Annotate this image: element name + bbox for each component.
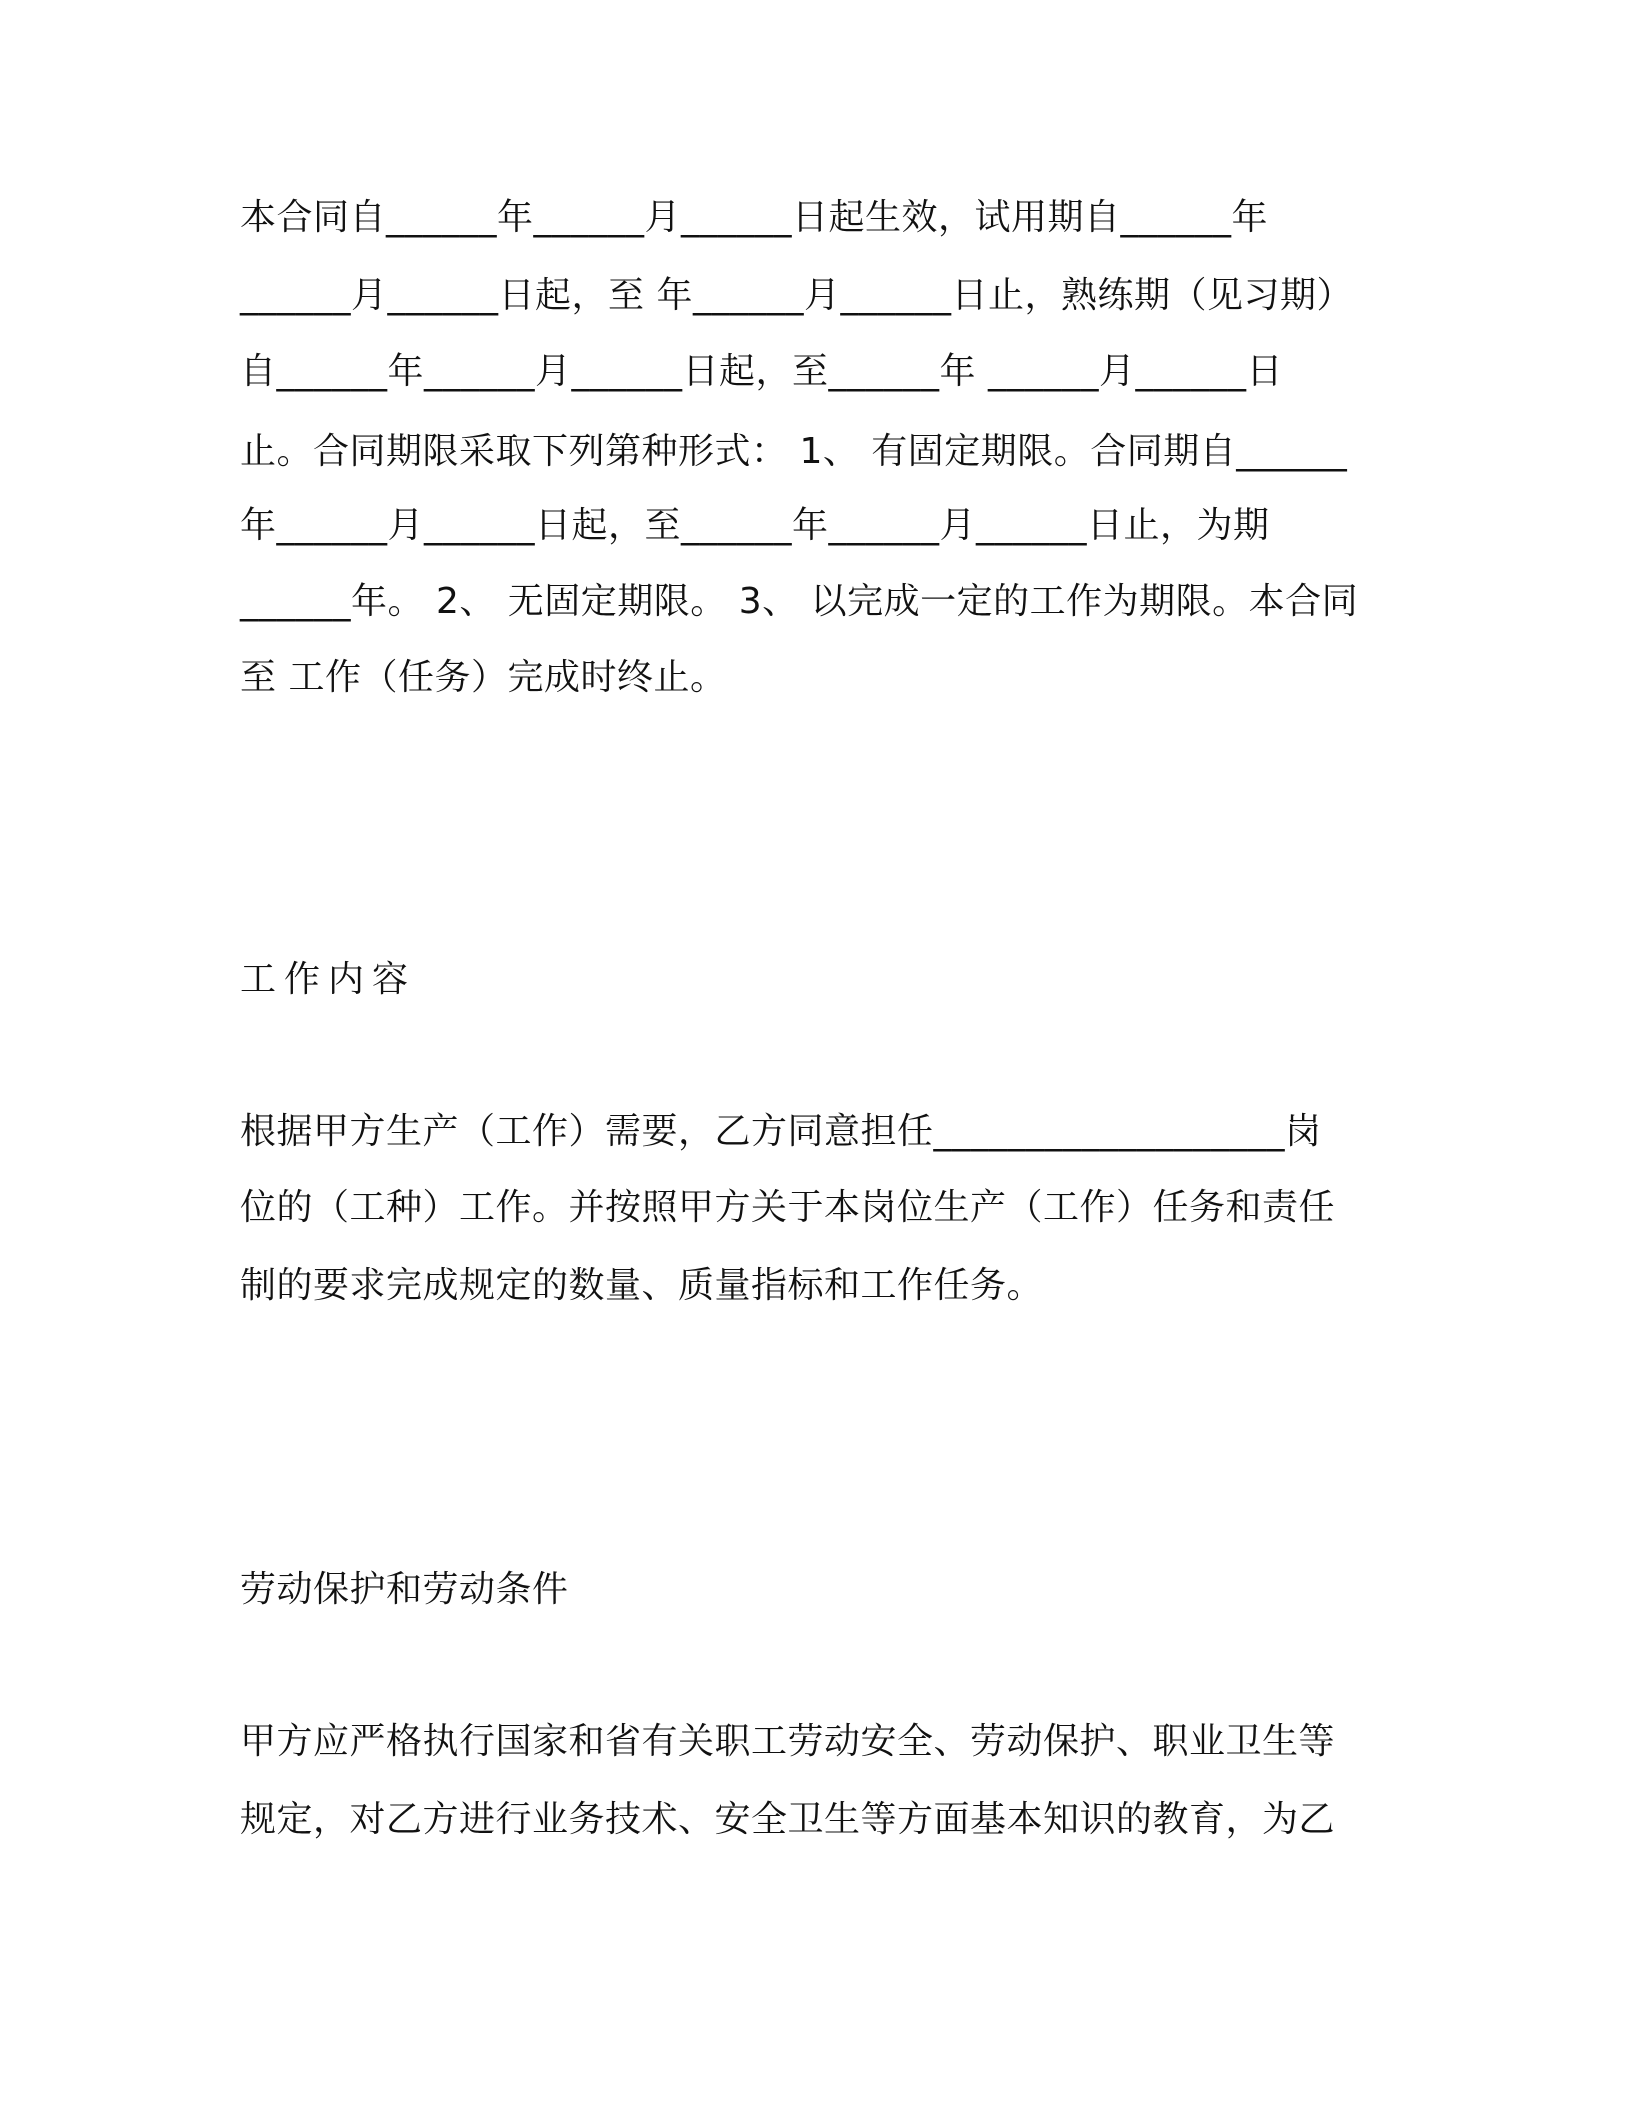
paragraph-line: 本合同自______年______月______日起生效，试用期自______年 — [240, 197, 1269, 238]
paragraph-line: 甲方应严格执行国家和省有关职工劳动安全、劳动保护、职业卫生等 — [240, 1721, 1336, 1762]
paragraph-line: 止。合同期限采取下列第种形式： 1、 有固定期限。合同期自______ — [240, 431, 1348, 472]
paragraph-line: 规定，对乙方进行业务技术、安全卫生等方面基本知识的教育，为乙 — [240, 1799, 1336, 1840]
section-heading-protection: 劳动保护和劳动条件 — [240, 1569, 569, 1610]
paragraph-line: ______月______日起，至 年______月______日止，熟练期（见习期） — [240, 275, 1353, 316]
paragraph-line: 自______年______月______日起，至______年 ______月______日 — [240, 351, 1283, 392]
paragraph-line: 根据甲方生产（工作）需要，乙方同意担任___________________岗 — [240, 1111, 1322, 1152]
paragraph-line: 年______月______日起，至______年______月______日止，为期 — [240, 505, 1270, 546]
paragraph-line: 至 工作（任务）完成时终止。 — [240, 657, 727, 698]
paragraph-line: ______年。 2、 无固定期限。 3、 以完成一定的工作为期限。本合同 — [240, 581, 1359, 622]
paragraph-line: 制的要求完成规定的数量、质量指标和工作任务。 — [240, 1265, 1044, 1306]
section-heading-work: 工作内容 — [240, 959, 417, 1000]
paragraph-line: 位的（工种）工作。并按照甲方关于本岗位生产（工作）任务和责任 — [240, 1187, 1336, 1228]
